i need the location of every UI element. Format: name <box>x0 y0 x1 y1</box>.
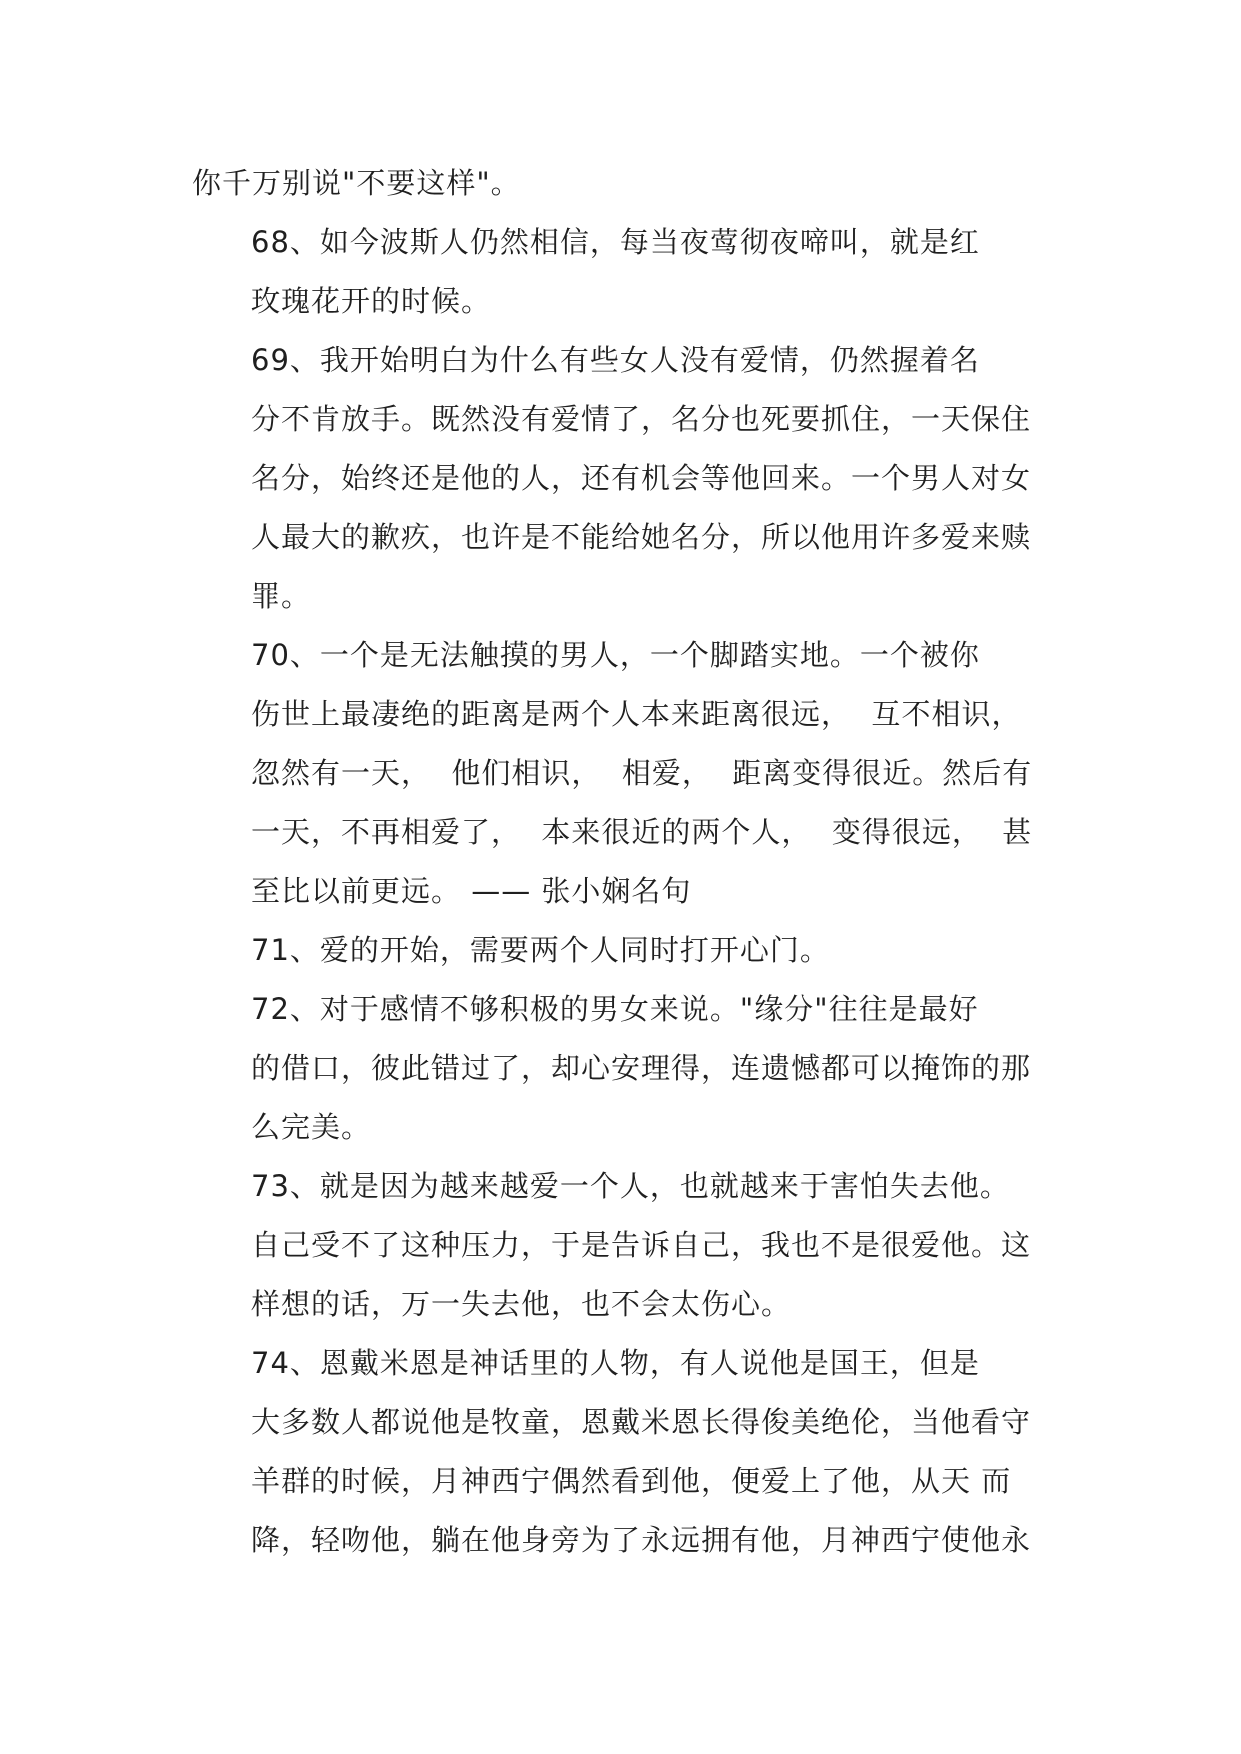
text-line: 忽然有一天， 他们相识， 相爱， 距离变得很近。然后有 <box>251 756 1033 790</box>
text-line: 大多数人都说他是牧童，恩戴米恩长得俊美绝伦，当他看守 <box>251 1405 1032 1439</box>
text-line: 的借口，彼此错过了，却心安理得，连遗憾都可以掩饰的那 <box>251 1051 1032 1085</box>
paragraph <box>192 154 1054 213</box>
text-line: 么完美。 <box>251 1110 372 1144</box>
paragraph <box>192 1157 1054 1334</box>
text-line: 羊群的时候，月神西宁偶然看到他，便爱上了他，从天 而 <box>251 1464 1012 1498</box>
paragraph <box>192 980 1054 1157</box>
text-line: 名分，始终还是他的人，还有机会等他回来。一个男人对女 <box>251 461 1032 495</box>
text-line: 70、一个是无法触摸的男人，一个脚踏实地。一个被你 <box>251 638 980 672</box>
text-line: 你千万别说"不要这样"。 <box>192 166 521 200</box>
paragraph <box>192 1334 1054 1570</box>
paragraph <box>192 331 1054 626</box>
text-line: 73、就是因为越来越爱一个人，也就越来于害怕失去他。 <box>251 1169 1010 1203</box>
text-line: 72、对于感情不够积极的男女来说。"缘分"往往是最好 <box>251 992 979 1026</box>
document-body <box>192 154 1054 1570</box>
text-line: 74、恩戴米恩是神话里的人物，有人说他是国王，但是 <box>251 1346 980 1380</box>
text-line: 68、如今波斯人仍然相信，每当夜莺彻夜啼叫，就是红 <box>251 225 980 259</box>
text-line: 人最大的歉疚，也许是不能给她名分，所以他用许多爱来赎 <box>251 520 1032 554</box>
text-line: 71、爱的开始，需要两个人同时打开心门。 <box>251 933 830 967</box>
text-line: 玫瑰花开的时候。 <box>251 284 492 318</box>
text-line: 伤世上最凄绝的距离是两个人本来距离很远， 互不相识， <box>251 697 1022 731</box>
text-line: 降，轻吻他，躺在他身旁为了永远拥有他，月神西宁使他永 <box>251 1523 1032 1557</box>
text-line: 分不肯放手。既然没有爱情了，名分也死要抓住，一天保住 <box>251 402 1032 436</box>
paragraph <box>192 921 1054 980</box>
paragraph <box>192 213 1054 331</box>
paragraph <box>192 626 1054 921</box>
text-line: 样想的话，万一失去他，也不会太伤心。 <box>251 1287 792 1321</box>
text-line: 至比以前更远。 —— 张小娴名句 <box>251 874 692 908</box>
text-line: 69、我开始明白为什么有些女人没有爱情，仍然握着名 <box>251 343 980 377</box>
text-line: 自己受不了这种压力，于是告诉自己，我也不是很爱他。这 <box>251 1228 1032 1262</box>
text-line: 一天，不再相爱了， 本来很近的两个人， 变得很远， 甚 <box>251 815 1033 849</box>
text-line: 罪。 <box>251 579 312 613</box>
